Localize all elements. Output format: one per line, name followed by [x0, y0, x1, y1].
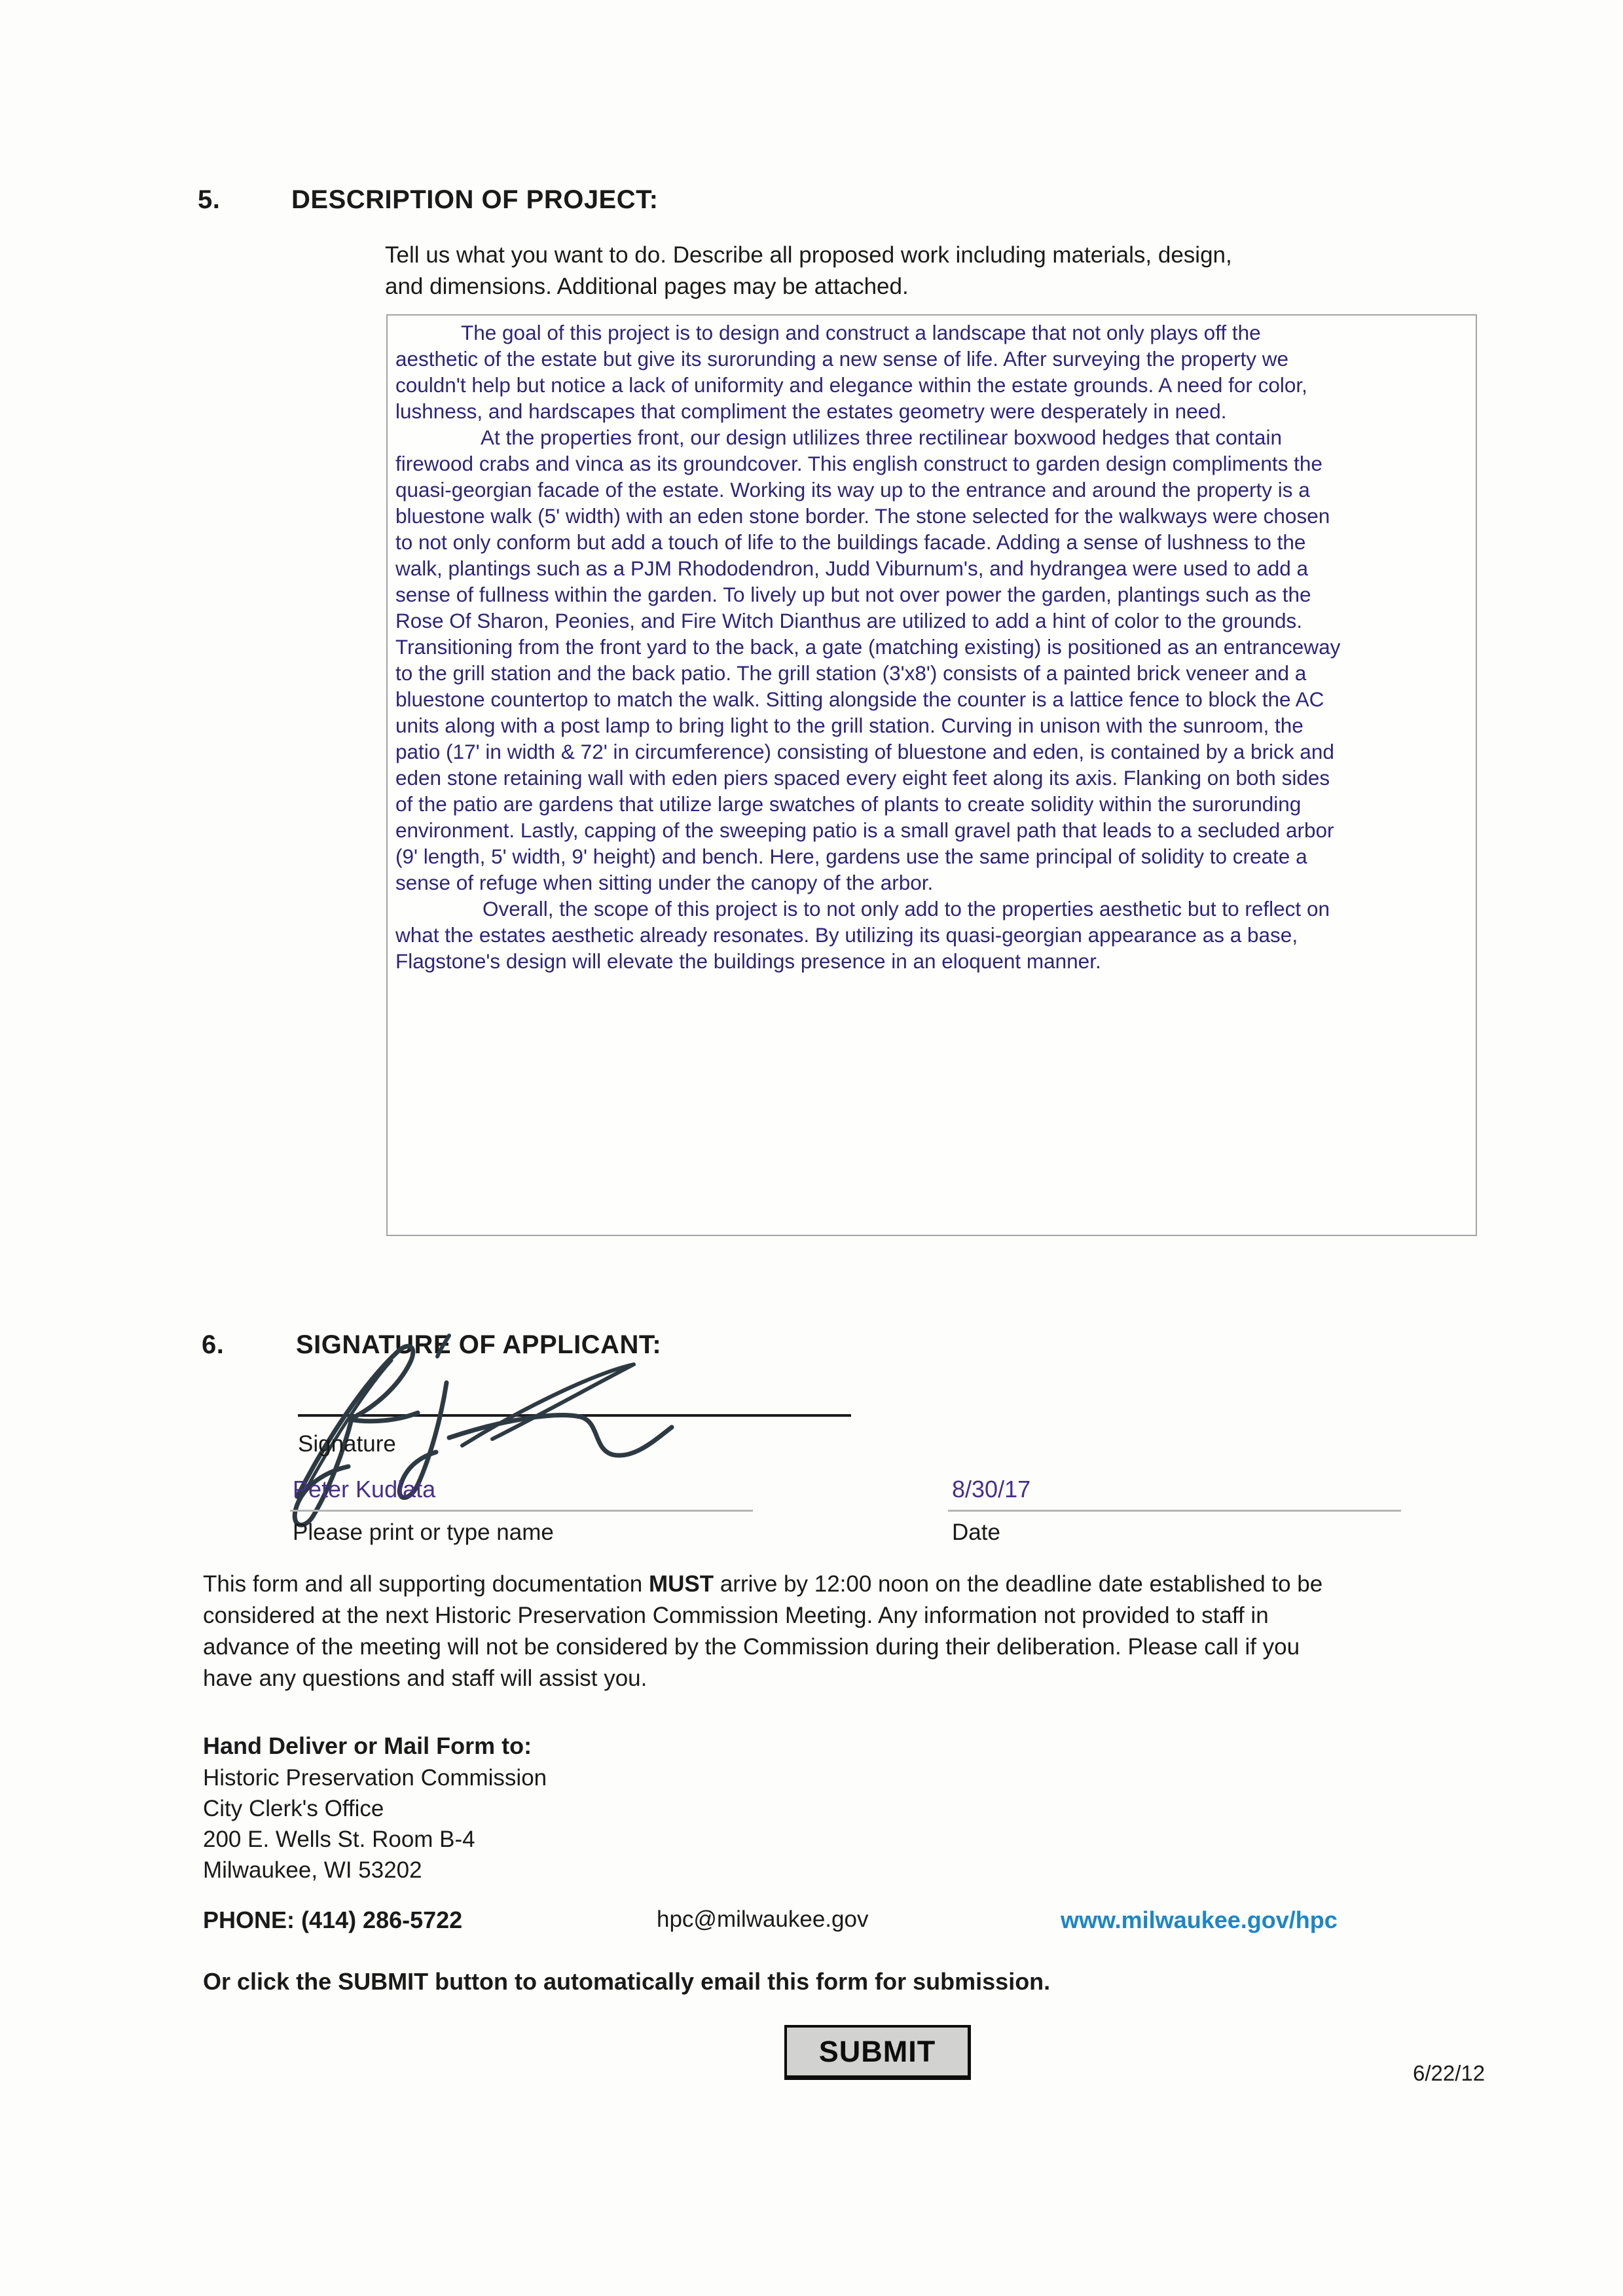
description-line: walk, plantings such as a PJM Rhododendron, Judd Viburnum's, and hydrangea were used to add a: [395, 556, 1309, 580]
mailing-address: [203, 1762, 547, 1886]
printed-name-value[interactable]: Peter Kudlata: [293, 1476, 436, 1503]
deadline-line2: considered at the next Historic Preservation Commission Meeting. Any information not provided to staff in: [203, 1603, 1269, 1628]
printed-name-underline: [290, 1510, 753, 1512]
description-line: couldn't help but notice a lack of uniformity and elegance within the estate grounds. A need for color,: [395, 373, 1307, 397]
description-instructions: [385, 240, 1232, 302]
signature-stroke-j-tick: [437, 1336, 449, 1357]
description-line: firewood crabs and vinca as its groundcover. This english construct to garden design compliments the: [395, 452, 1322, 475]
date-label: Date: [952, 1520, 1000, 1545]
description-line: to the grill station and the back patio. The grill station (3'x8') consists of a painted brick veneer and a: [395, 661, 1307, 685]
description-line: aesthetic of the estate but give its surorunding a new sense of life. After surveying the property we: [395, 347, 1289, 371]
description-line: bluestone walk (5' width) with an eden stone border. The stone selected for the walkways were chosen: [395, 504, 1330, 528]
description-line: Overall, the scope of this project is to not only add to the properties aesthetic but to reflect on: [483, 897, 1330, 920]
description-line: to not only conform but add a touch of life to the buildings facade. Adding a sense of lushness to the: [395, 530, 1306, 554]
submit-button[interactable]: SUBMIT: [784, 2025, 971, 2080]
description-line: The goal of this project is to design and construct a landscape that not only plays off the: [461, 321, 1261, 344]
section6-title: SIGNATURE OF APPLICANT:: [296, 1330, 662, 1359]
description-line: sense of refuge when sitting under the canopy of the arbor.: [395, 871, 934, 894]
description-line: sense of fullness within the garden. To lively up but not over power the garden, plantings such as the: [395, 583, 1311, 606]
address-line-street: 200 E. Wells St. Room B-4: [203, 1827, 475, 1852]
deadline-note: [203, 1569, 1322, 1694]
description-line: of the patio are gardens that utilize large swatches of plants to create solidity within the surorunding: [395, 792, 1302, 816]
printed-name-label: Please print or type name: [293, 1520, 554, 1545]
email-link[interactable]: hpc@milwaukee.gov: [657, 1906, 869, 1932]
description-line: Rose Of Sharon, Peonies, and Fire Witch Dianthus are utilized to add a hint of color to the grounds.: [395, 609, 1303, 632]
submit-note: Or click the SUBMIT button to automatically email this form for submission.: [203, 1968, 1051, 1995]
date-value[interactable]: 8/30/17: [952, 1476, 1031, 1503]
form-revision-date: 6/22/12: [1413, 2061, 1486, 2085]
description-line: environment. Lastly, capping of the sweeping patio is a small gravel path that leads to a secluded arbor: [395, 818, 1334, 842]
signature-stroke-k-diagonal: [462, 1364, 634, 1446]
signature-label: Signature: [298, 1431, 396, 1457]
instructions-line2: and dimensions. Additional pages may be attached.: [385, 274, 909, 299]
address-line-office: City Clerk's Office: [203, 1796, 384, 1821]
address-line-organization: Historic Preservation Commission: [203, 1765, 547, 1791]
website-link[interactable]: www.milwaukee.gov/hpc: [1061, 1906, 1338, 1933]
description-textarea[interactable]: [386, 314, 1477, 1236]
description-line: bluestone countertop to match the walk. Sitting alongside the counter is a lattice fence to block the AC: [395, 687, 1324, 711]
deadline-must-emphasis: MUST: [648, 1571, 714, 1597]
description-line: (9' length, 5' width, 9' height) and bench. Here, gardens use the same principal of solidity to create a: [395, 845, 1307, 868]
instructions-line1: Tell us what you want to do. Describe all proposed work including materials, design,: [385, 242, 1232, 268]
section6-number: 6.: [202, 1330, 225, 1359]
section5-number: 5.: [198, 185, 221, 214]
description-line: patio (17' in width & 72' in circumference) consisting of bluestone and eden, is contained by a brick and: [395, 740, 1334, 763]
deadline-line4: have any questions and staff will assist you.: [203, 1666, 647, 1691]
date-underline: [948, 1510, 1401, 1512]
delivery-heading: Hand Deliver or Mail Form to:: [203, 1732, 532, 1759]
description-line: Transitioning from the front yard to the back, a gate (matching existing) is positioned as an entranceway: [395, 635, 1341, 659]
description-line: quasi-georgian facade of the estate. Working its way up to the entrance and around the property is a: [395, 478, 1310, 501]
description-line: units along with a post lamp to bring light to the grill station. Curving in unison with the sunroom, the: [395, 714, 1304, 737]
deadline-line3: advance of the meeting will not be considered by the Commission during their deliberation. Please call if you: [203, 1634, 1300, 1660]
phone-number: PHONE: (414) 286-5722: [203, 1906, 463, 1933]
section5-title: DESCRIPTION OF PROJECT:: [291, 185, 659, 214]
description-line: lushness, and hardscapes that compliment the estates geometry were desperately in need.: [395, 399, 1227, 423]
deadline-line1-post: arrive by 12:00 noon on the deadline date established to be: [714, 1571, 1323, 1597]
description-line: At the properties front, our design utlilizes three rectilinear boxwood hedges that contain: [481, 426, 1282, 449]
description-line: what the estates aesthetic already resonates. By utilizing its quasi-georgian appearance as a base,: [395, 923, 1298, 947]
description-line: Flagstone's design will elevate the buildings presence in an eloquent manner.: [395, 949, 1101, 973]
deadline-line1-pre: This form and all supporting documentation: [203, 1571, 649, 1597]
address-line-city: Milwaukee, WI 53202: [203, 1857, 422, 1883]
description-text: [395, 319, 1472, 974]
deadline-line1: [203, 1569, 1322, 1600]
description-line: eden stone retaining wall with eden piers spaced every eight feet along its axis. Flanking on both sides: [395, 766, 1330, 790]
